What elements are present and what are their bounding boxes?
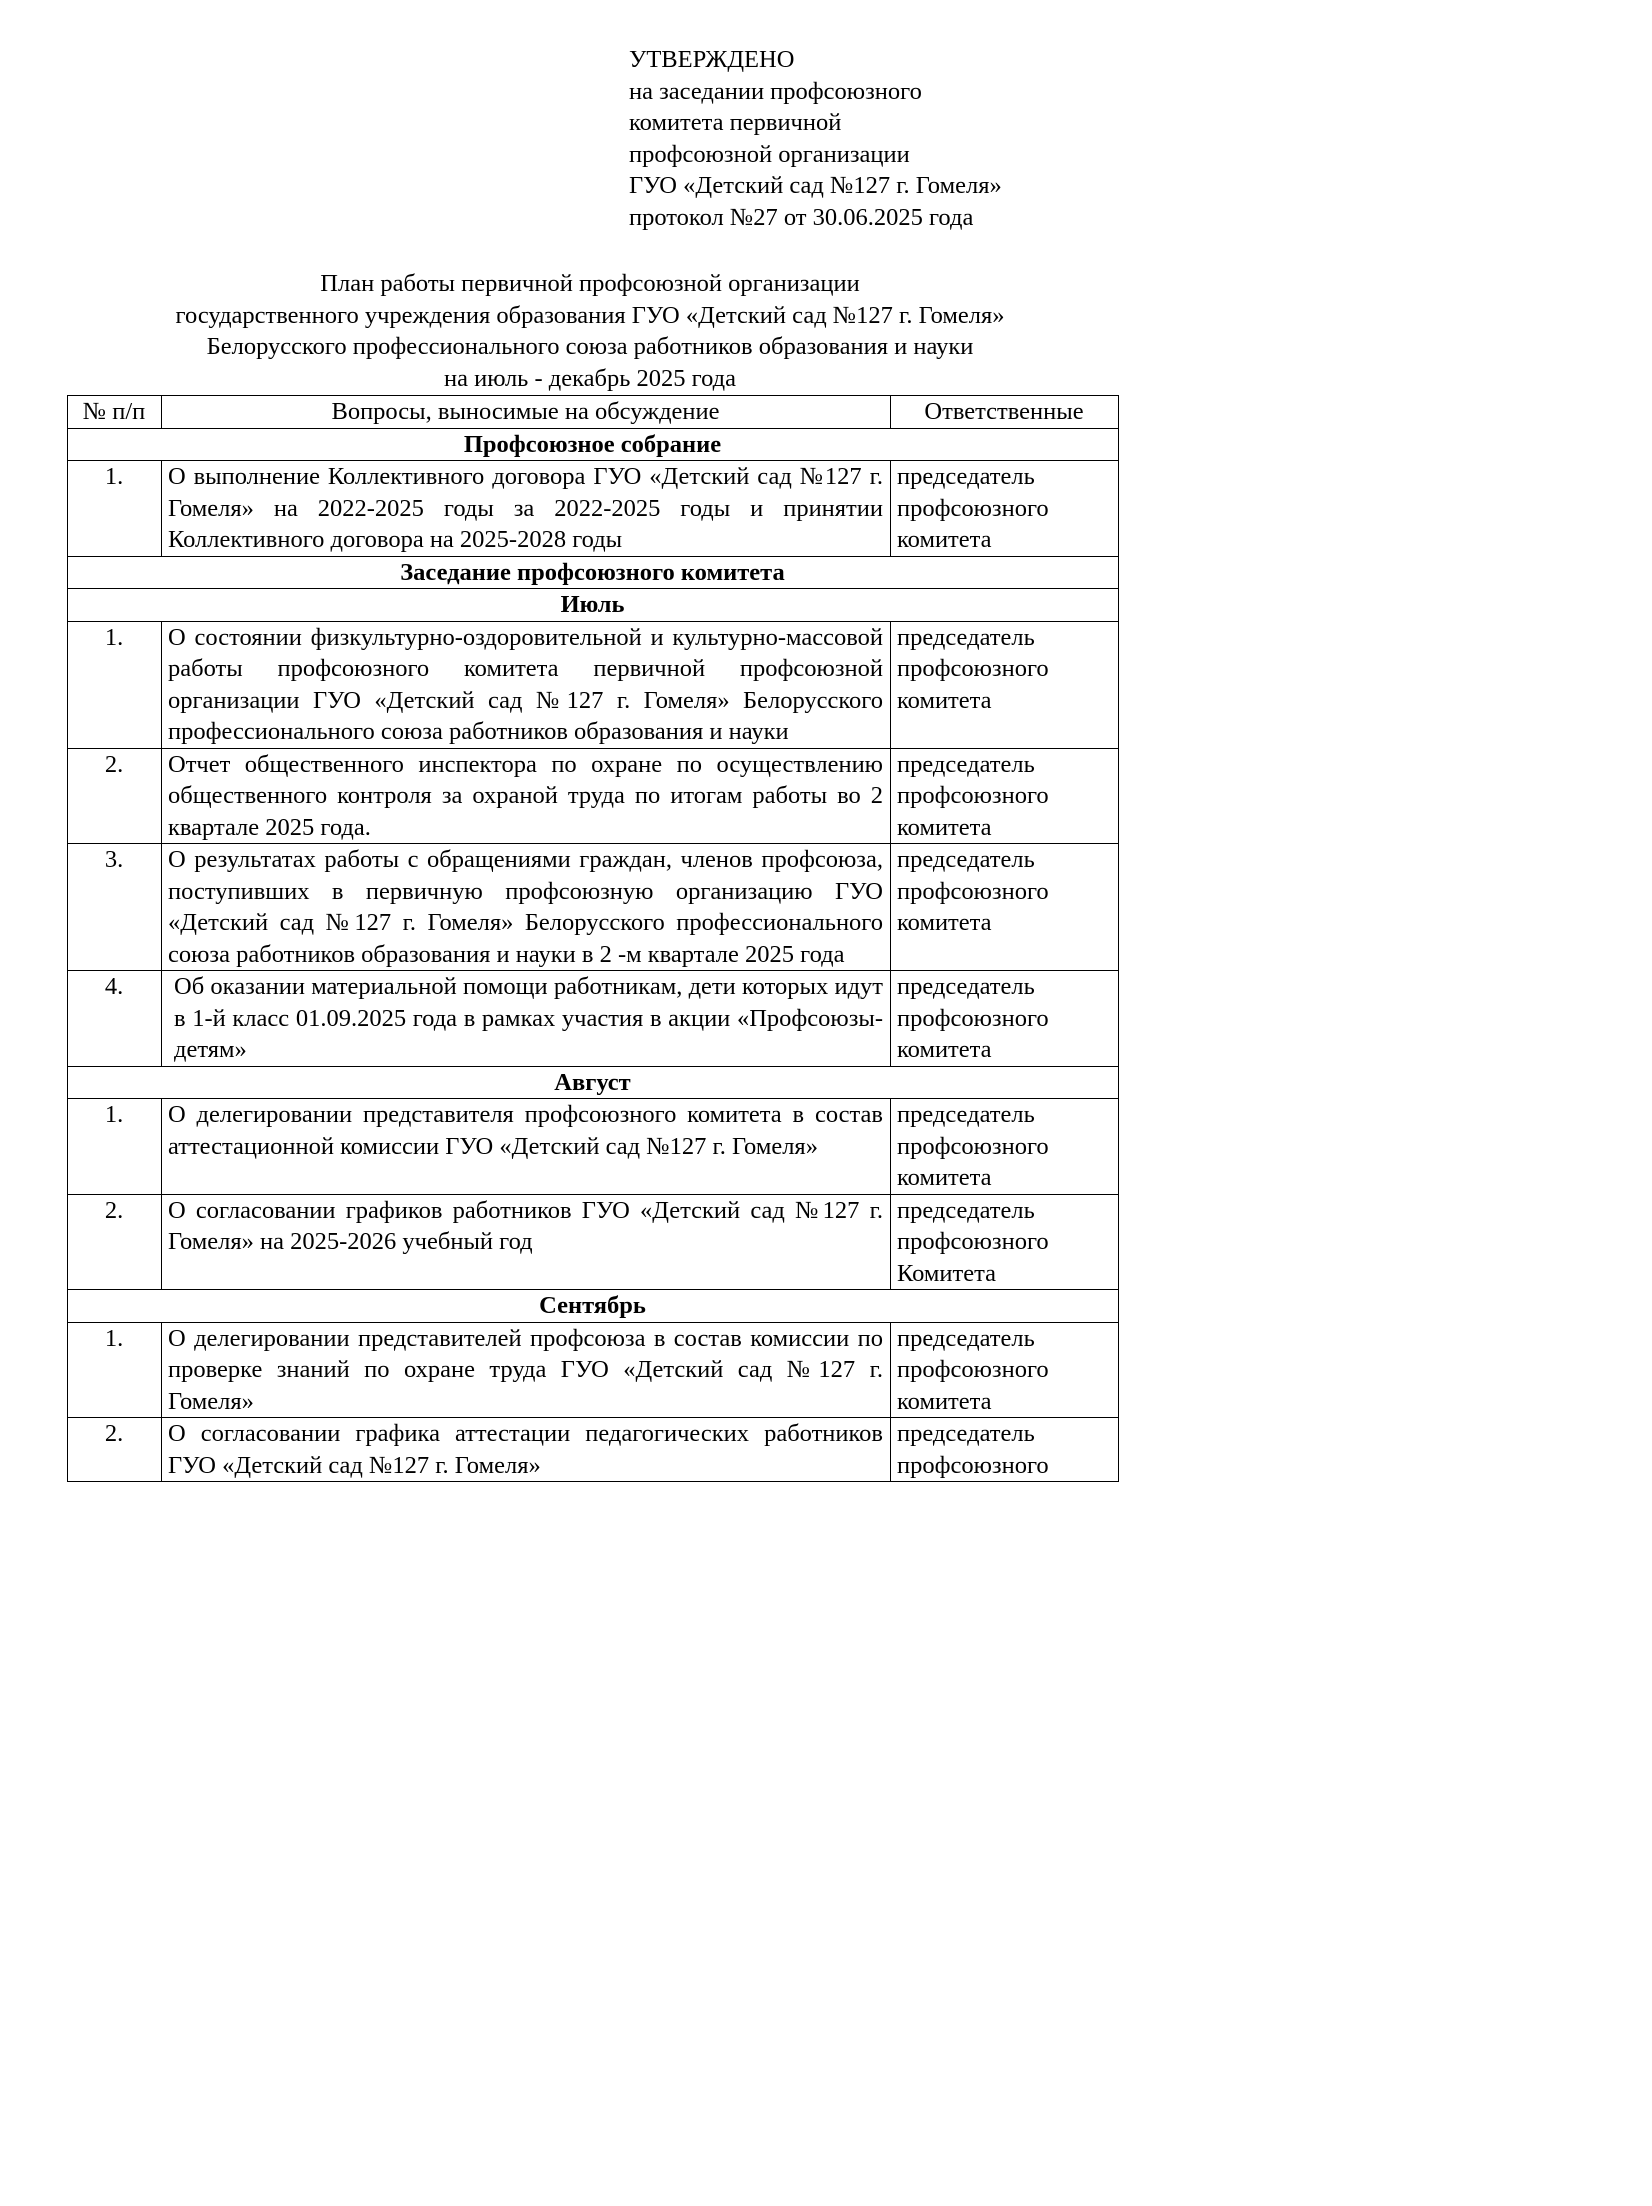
resp-line: председатель bbox=[897, 846, 1035, 873]
resp-line: комитета bbox=[897, 909, 992, 936]
row-number: 1. bbox=[68, 621, 162, 748]
table-row bbox=[68, 1099, 1119, 1195]
resp-line: комитета bbox=[897, 526, 992, 553]
row-responsible bbox=[891, 748, 1119, 844]
row-responsible bbox=[891, 971, 1119, 1067]
section-row bbox=[68, 589, 1119, 622]
row-number: 2. bbox=[68, 1418, 162, 1482]
row-number: 4. bbox=[68, 971, 162, 1067]
approval-line: на заседании профсоюзного bbox=[629, 77, 922, 105]
section-month-july: Июль bbox=[68, 589, 1119, 622]
resp-line: комитета bbox=[897, 1164, 992, 1191]
table-row bbox=[68, 1194, 1119, 1290]
table-row bbox=[68, 621, 1119, 748]
row-responsible bbox=[891, 844, 1119, 971]
row-question: Отчет общественного инспектора по охране по осуществлению общественного контроля за охраной труда по итогам работы во 2 квартале 2025 года. bbox=[162, 748, 891, 844]
header-responsible: Ответственные bbox=[891, 396, 1119, 429]
row-question: О результатах работы с обращениями граждан, членов профсоюза, поступивших в первичную профсоюзную организацию ГУО «Детский сад №127 г. Гомеля» Белорусского профессионального союза работников образования и науки в 2 -м квартале 2025 года bbox=[162, 844, 891, 971]
row-question: Об оказании материальной помощи работникам, дети которых идут в 1-й класс 01.09.2025 года в рамках участия в акции «Профсоюзы-детям» bbox=[162, 971, 891, 1067]
section-month-august: Август bbox=[68, 1066, 1119, 1099]
resp-line: председатель bbox=[897, 750, 1035, 778]
table-row bbox=[68, 748, 1119, 844]
section-row bbox=[68, 556, 1119, 589]
approval-line: ГУО «Детский сад №127 г. Гомеля» bbox=[629, 172, 1002, 199]
section-row bbox=[68, 1290, 1119, 1323]
resp-line: комитета bbox=[897, 1387, 992, 1415]
table-row bbox=[68, 844, 1119, 971]
row-number: 2. bbox=[68, 1194, 162, 1290]
resp-line: профсоюзного bbox=[897, 655, 1049, 682]
row-responsible bbox=[891, 1194, 1119, 1290]
approval-heading: УТВЕРЖДЕНО bbox=[629, 46, 795, 73]
title-line: Белорусского профессионального союза работников образования и науки bbox=[206, 333, 974, 360]
approval-line: профсоюзной организации bbox=[629, 140, 910, 168]
resp-line: профсоюзного bbox=[897, 494, 1049, 522]
resp-line: председатель bbox=[897, 623, 1035, 651]
section-month-september: Сентябрь bbox=[68, 1290, 1119, 1323]
resp-line: комитета bbox=[897, 1036, 992, 1063]
resp-line: председатель bbox=[897, 1324, 1035, 1352]
row-number: 2. bbox=[68, 748, 162, 844]
row-responsible bbox=[891, 1418, 1119, 1482]
section-row bbox=[68, 428, 1119, 461]
row-question: О делегировании представителей профсоюза в состав комиссии по проверке знаний по охране труда ГУО «Детский сад №127 г. Гомеля» bbox=[162, 1322, 891, 1418]
row-responsible bbox=[891, 461, 1119, 557]
header-questions: Вопросы, выносимые на обсуждение bbox=[162, 396, 891, 429]
table-row bbox=[68, 461, 1119, 557]
header-number: № п/п bbox=[68, 396, 162, 429]
approval-block bbox=[629, 44, 1002, 233]
resp-line: профсоюзного bbox=[897, 877, 1049, 905]
row-question: О согласовании графика аттестации педагогических работников ГУО «Детский сад №127 г. Гомеля» bbox=[162, 1418, 891, 1482]
approval-protocol: протокол №27 от 30.06.2025 года bbox=[629, 203, 974, 231]
row-question: О согласовании графиков работников ГУО «Детский сад №127 г. Гомеля» на 2025-2026 учебный год bbox=[162, 1194, 891, 1290]
row-responsible bbox=[891, 1099, 1119, 1195]
resp-line: комитета bbox=[897, 686, 992, 714]
row-question: О делегировании представителя профсоюзного комитета в состав аттестационной комиссии ГУО «Детский сад №127 г. Гомеля» bbox=[162, 1099, 891, 1195]
table-row bbox=[68, 971, 1119, 1067]
resp-line: профсоюзного bbox=[897, 1451, 1049, 1479]
table-header-row bbox=[68, 396, 1119, 429]
row-number: 1. bbox=[68, 1099, 162, 1195]
resp-line: председатель bbox=[897, 973, 1035, 1000]
section-committee: Заседание профсоюзного комитета bbox=[68, 556, 1119, 589]
section-meeting: Профсоюзное собрание bbox=[68, 428, 1119, 461]
title-period: на июль - декабрь 2025 года bbox=[444, 364, 736, 392]
resp-line: профсоюзного bbox=[897, 1004, 1049, 1032]
resp-line: комитета bbox=[897, 813, 992, 841]
resp-line: профсоюзного bbox=[897, 1132, 1049, 1160]
row-number: 1. bbox=[68, 461, 162, 557]
title-line: государственного учреждения образования ГУО «Детский сад №127 г. Гомеля» bbox=[175, 301, 1005, 329]
resp-line: профсоюзного bbox=[897, 1228, 1049, 1255]
resp-line: профсоюзного bbox=[897, 1356, 1049, 1383]
approval-line: комитета первичной bbox=[629, 109, 842, 136]
row-number: 3. bbox=[68, 844, 162, 971]
document-title bbox=[60, 268, 1120, 394]
resp-line: председатель bbox=[897, 1101, 1035, 1128]
table-row bbox=[68, 1322, 1119, 1418]
resp-line: Комитета bbox=[897, 1259, 996, 1287]
resp-line: председатель bbox=[897, 1196, 1035, 1224]
row-responsible bbox=[891, 1322, 1119, 1418]
resp-line: председатель bbox=[897, 1420, 1035, 1447]
resp-line: профсоюзного bbox=[897, 782, 1049, 809]
row-responsible bbox=[891, 621, 1119, 748]
table-row bbox=[68, 1418, 1119, 1482]
row-number: 1. bbox=[68, 1322, 162, 1418]
section-row bbox=[68, 1066, 1119, 1099]
row-question: О выполнение Коллективного договора ГУО «Детский сад №127 г. Гомеля» на 2022-2025 годы за 2022-2025 годы и принятии Коллективного договора на 2025-2028 годы bbox=[162, 461, 891, 557]
resp-line: председатель bbox=[897, 463, 1035, 490]
work-plan-table bbox=[67, 395, 1119, 1482]
row-question: О состоянии физкультурно-оздоровительной и культурно-массовой работы профсоюзного комитета первичной профсоюзной организации ГУО «Детский сад №127 г. Гомеля» Белорусского профессионального союза работников образования и науки bbox=[162, 621, 891, 748]
title-line: План работы первичной профсоюзной организации bbox=[320, 270, 860, 297]
